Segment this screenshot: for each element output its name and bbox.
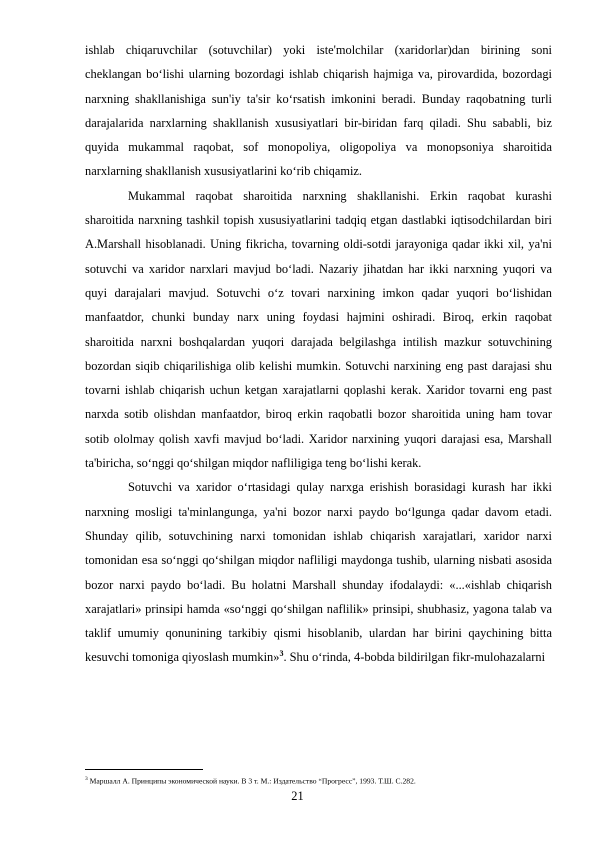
footnote-text: Маршалл А. Принципы экономической науки. В 3 т. М.: Издательство “Прогресс”, 1993. Т.Ш. С.282. xyxy=(87,776,416,786)
footnote-reference[interactable]: 3 xyxy=(279,649,284,659)
footnote xyxy=(85,774,555,787)
paragraph-3 xyxy=(85,475,552,669)
paragraph-3-text: Sotuvchi va xaridor o‘rtasidagi qulay narxga erishish borasidagi kurash har ikki narxning mosligi ta'minlangunga, ya'ni bozor narxi paydo bo‘lgunga qadar davom etadi. Shunday qilib, sotuvchining narxi tomonidan ishlab chiqarish xarajatlari, xaridor narxi tomonidan esa so‘nggi qo‘shilgan miqdor nafliligi maydonga tushib, ularning nisbati asosida bozor narxi paydo bo‘ladi. Bu holatni Marshall shunday ifodalaydi: «...«ishlab chiqarish xarajatlari» prinsipi hamda «so‘nggi qo‘shilgan naflilik» prinsipi, shubhasiz, yagona talab va taklif umumiy qonunining tarkibiy qismi hisoblanib, ulardan har birini qaychining bitta kesuvchi tomoniga qiyoslash mumkin» xyxy=(85,480,552,665)
paragraph-3-tail: . Shu o‘rinda, 4-bobda bildirilgan fikr-mulohazalarni xyxy=(283,650,546,665)
footnote-marker: 3 xyxy=(85,776,88,782)
paragraph-1: ishlab chiqaruvchilar (sotuvchilar) yoki iste'molchilar (xaridorlar)dan birining soni cheklangan bo‘lishi ularning bozordagi ishlab chiqarish hajmiga va, pirovardida, bozordagi narxning shakllanishiga sun'iy ta'sir ko‘rsatish imkonini beradi. Bunday raqobatning turli darajalarida narxlarning shakllanish xususiyatlari bir-biridan farq qiladi. Shu sababli, biz quyida mukammal raqobat, sof monopoliya, oligopoliya va monopsoniya sharoitida narxlarning shakllanish xususiyatlarini ko‘rib chiqamiz. xyxy=(85,43,552,179)
paragraph-2: Mukammal raqobat sharoitida narxning shakllanishi. Erkin raqobat kurashi sharoitida narxning tashkil topish xususiyatlarini tadqiq etgan dastlabki iqtisodchilardan biri A.Marshall hisoblanadi. Uning fikricha, tovarning oldi-sotdi jarayoniga qadar ikki xil, ya'ni sotuvchi va xaridor narxlari mavjud bo‘ladi. Nazariy jihatdan har ikki narxning yuqori va quyi darajalari mavjud. Sotuvchi o‘z tovari narxining imkon qadar yuqori bo‘lishidan manfaatdor, chunki bunday narx uning foydasi hajmini oshiradi. Biroq, erkin raqobat sharoitida narxni boshqalardan yuqori darajada belgilashga intilish mazkur sotuvchining bozordan siqib chiqarilishiga olib kelishi mumkin. Sotuvchi narxining eng past darajasi shu tovarni ishlab chiqarish uchun ketgan xarajatlarni qoplashi kerak. Xaridor tovarni eng past narxda sotib olishdan manfaatdor, biroq erkin raqobatli bozor sharoitida uning ham tovar sotib ololmay qolish xavfi mavjud bo‘ladi. Xaridor narxining yuqori darajasi esa, Marshall ta'biricha, so‘nggi qo‘shilgan miqdor nafliligiga teng bo‘lishi kerak. xyxy=(85,188,552,471)
page-body xyxy=(85,38,552,670)
page-number: 21 xyxy=(291,789,304,803)
footnote-separator xyxy=(85,769,203,770)
